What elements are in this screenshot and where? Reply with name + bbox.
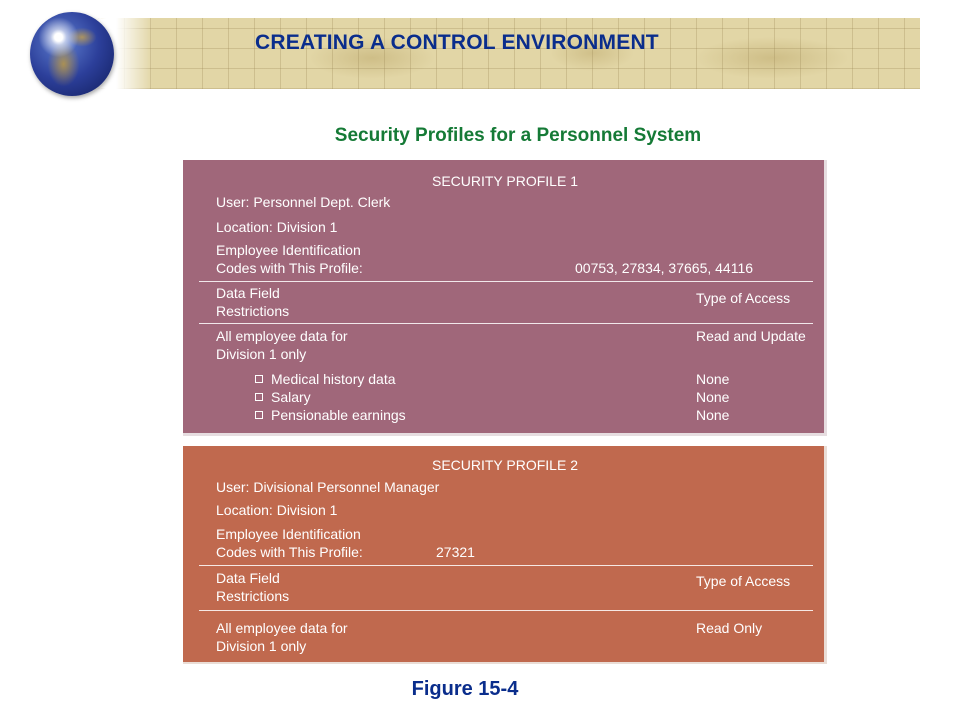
divider — [199, 281, 813, 282]
checkbox-icon — [255, 411, 263, 419]
security-profile-1 — [183, 160, 827, 436]
figure-caption: Figure 15-4 — [411, 678, 519, 700]
profile-user: User: Personnel Dept. Clerk — [216, 194, 391, 210]
globe-icon — [30, 12, 114, 96]
divider — [199, 565, 813, 566]
divider — [199, 323, 813, 324]
id-codes: 27321 — [436, 544, 475, 560]
main-row-line1: All employee data for — [216, 328, 348, 344]
restriction-access: None — [696, 407, 730, 423]
checkbox-icon — [255, 375, 263, 383]
col-field-line1: Data Field — [216, 285, 280, 301]
restriction-access: None — [696, 371, 730, 387]
restriction-field: Pensionable earnings — [271, 407, 406, 423]
divider — [199, 610, 813, 611]
main-row-access: Read and Update — [696, 328, 806, 344]
col-access-header: Type of Access — [696, 573, 791, 589]
id-label-line1: Employee Identification — [216, 526, 361, 542]
profile-user: User: Divisional Personnel Manager — [216, 479, 440, 495]
main-row-access: Read Only — [696, 620, 763, 636]
restriction-field: Medical history data — [271, 371, 396, 387]
profile-location: Location: Division 1 — [216, 219, 338, 235]
profile-heading: SECURITY PROFILE 1 — [431, 173, 578, 189]
id-label-line1: Employee Identification — [216, 242, 361, 258]
col-field-line1: Data Field — [216, 570, 280, 586]
id-codes: 00753, 27834, 37665, 44116 — [575, 260, 754, 276]
profile-location: Location: Division 1 — [216, 502, 338, 518]
main-row-line2: Division 1 only — [216, 638, 307, 654]
security-profile-2 — [183, 446, 827, 664]
checkbox-icon — [255, 393, 263, 401]
id-label-line2: Codes with This Profile: — [216, 260, 363, 276]
col-field-line2: Restrictions — [216, 588, 290, 604]
main-row-line1: All employee data for — [216, 620, 348, 636]
restriction-field: Salary — [271, 389, 311, 405]
col-access-header: Type of Access — [696, 290, 791, 306]
figure-subtitle: Security Profiles for a Personnel System — [334, 125, 702, 146]
col-field-line2: Restrictions — [216, 303, 290, 319]
restriction-access: None — [696, 389, 730, 405]
main-row-line2: Division 1 only — [216, 346, 307, 362]
profile-heading: SECURITY PROFILE 2 — [431, 457, 578, 473]
slide-title: CREATING A CONTROL ENVIRONMENT — [255, 31, 659, 54]
id-label-line2: Codes with This Profile: — [216, 544, 363, 560]
